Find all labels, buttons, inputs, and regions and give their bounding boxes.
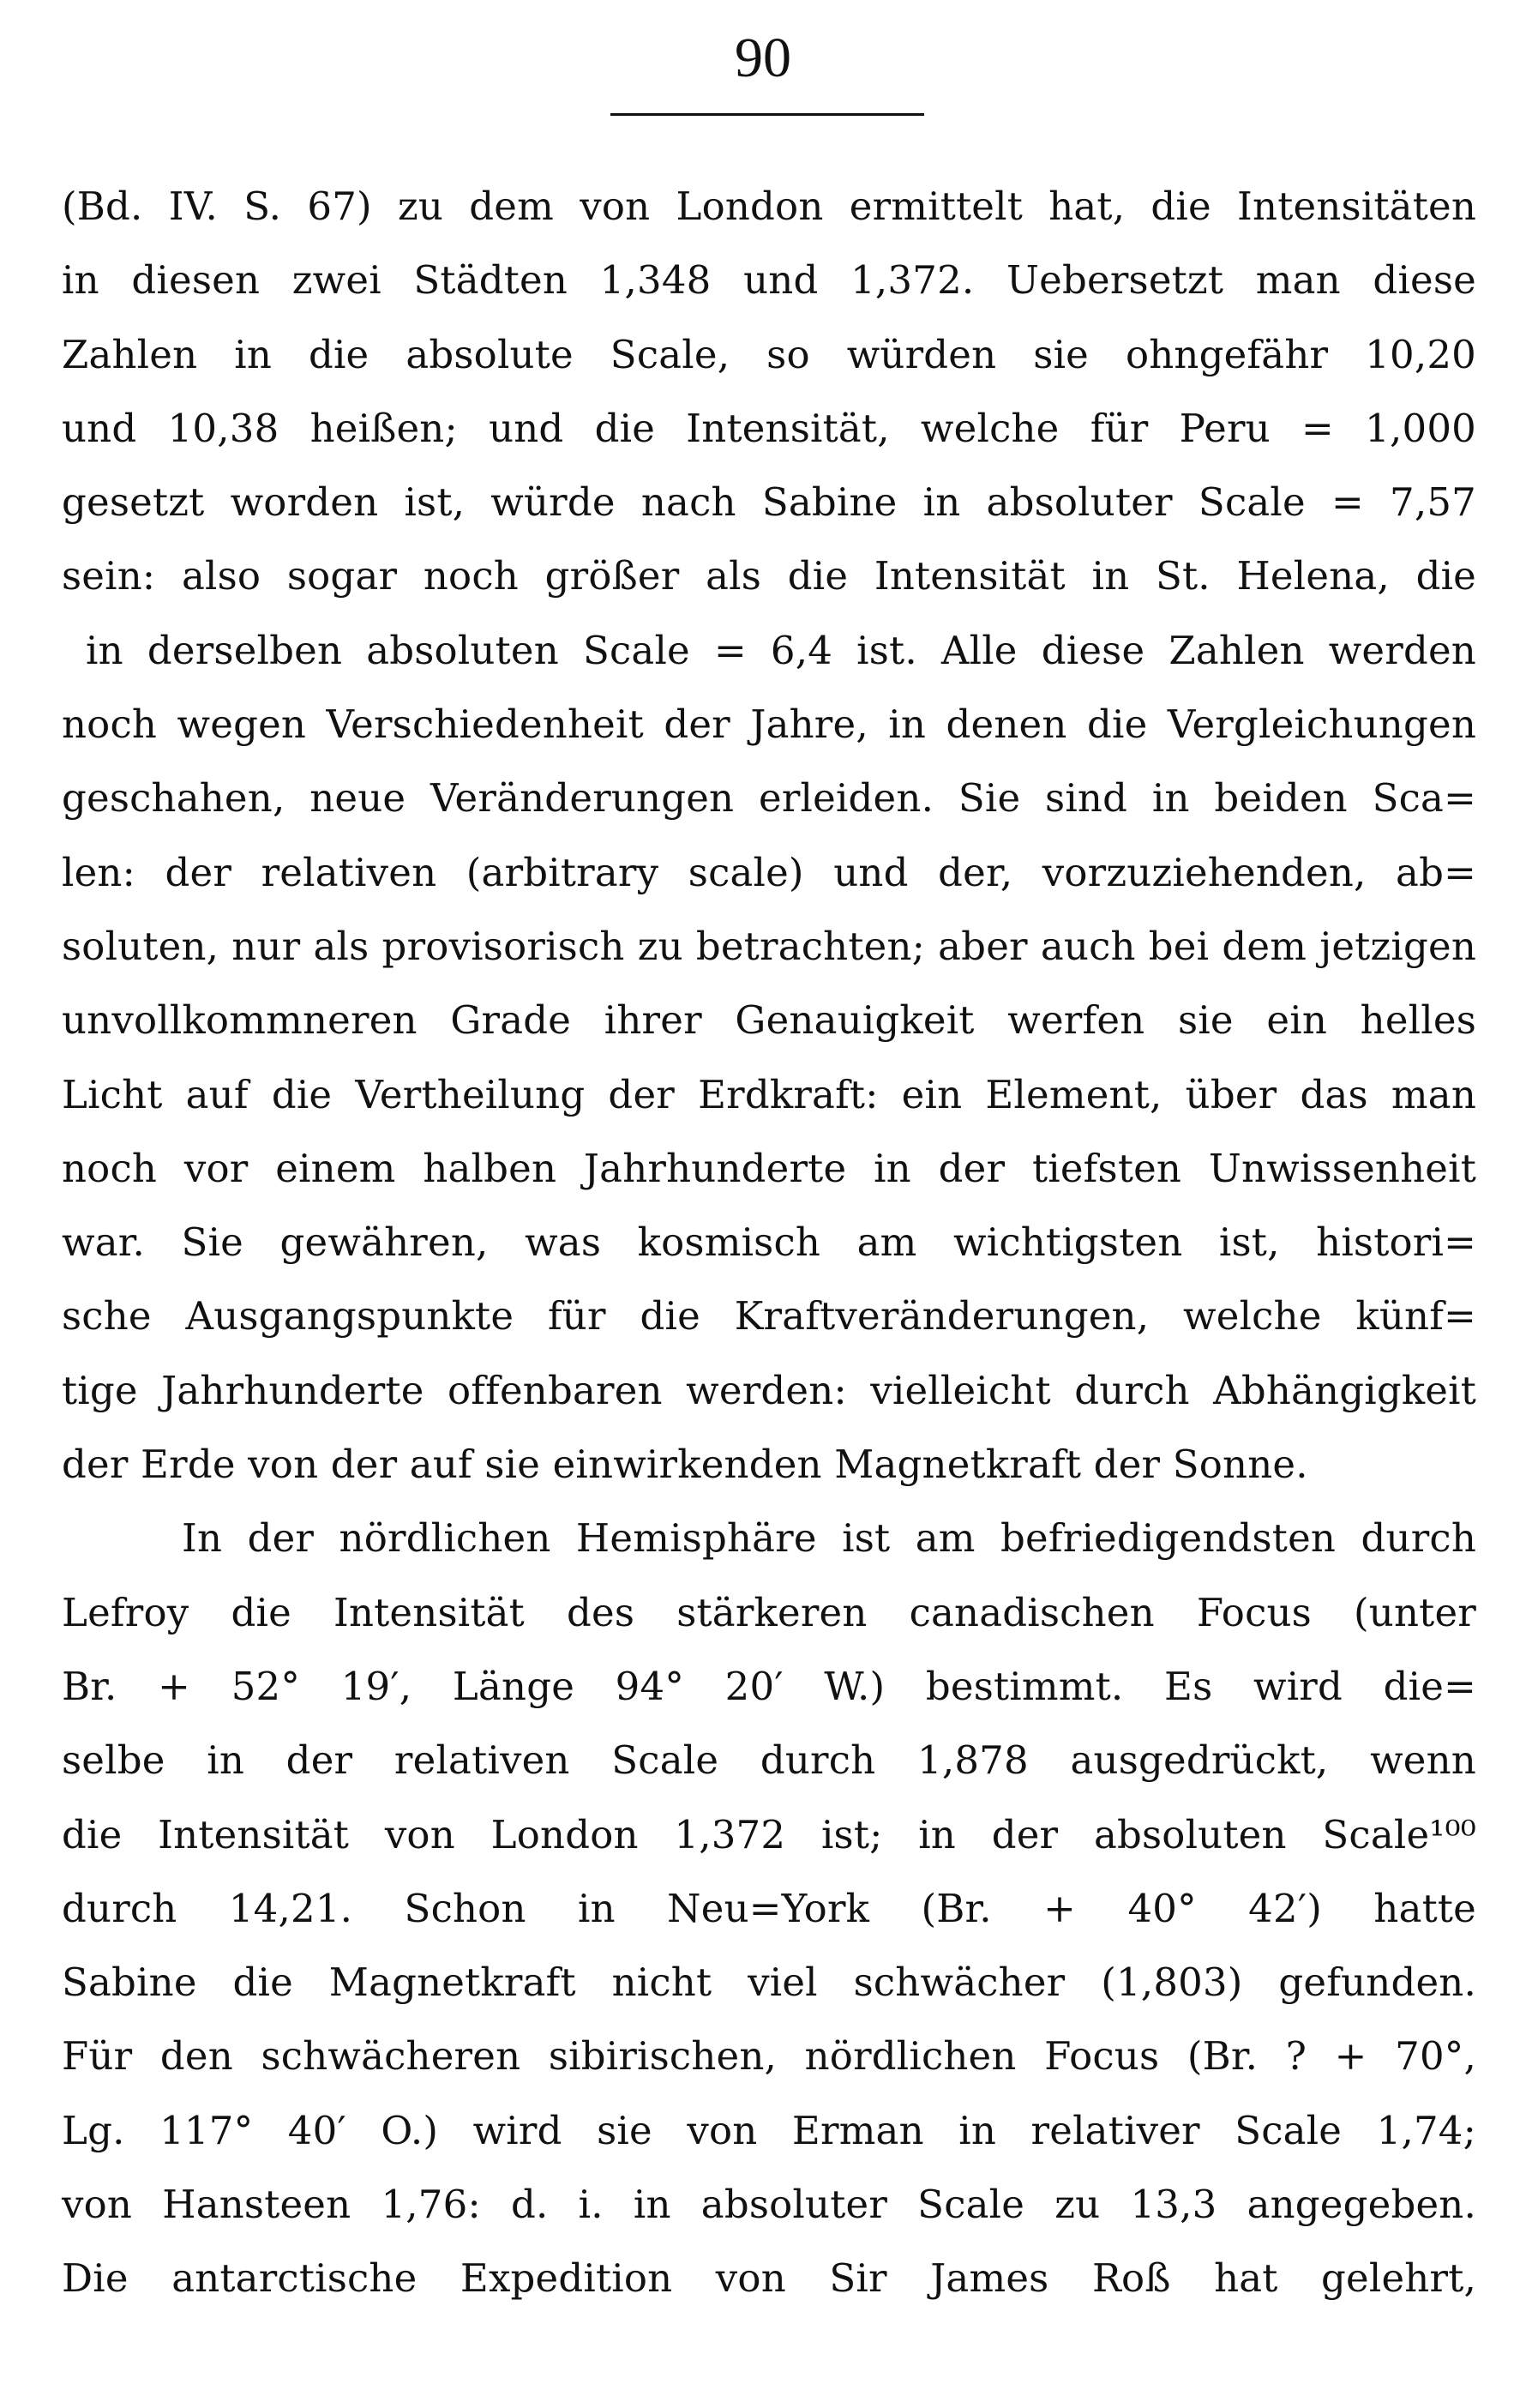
text-line: noch wegen Verschiedenheit der Jahre, in denen die Vergleichungen (62, 701, 1476, 748)
text-line: tige Jahrhunderte offenbaren werden: vielleicht durch Abhängigkeit (62, 1367, 1476, 1413)
text-line: in derselben absoluten Scale = 6,4 ist. Alle diese Zahlen werden (86, 627, 1476, 673)
text-line: Br. + 52° 19′, Länge 94° 20′ W.) bestimmt. Es wird die= (62, 1663, 1476, 1709)
text-line: und 10,38 heißen; und die Intensität, welche für Peru = 1,000 (62, 405, 1476, 451)
text-line: durch 14,21. Schon in Neu=York (Br. + 40° 42′) hatte (62, 1885, 1476, 1931)
text-line: gesetzt worden ist, würde nach Sabine in absoluter Scale = 7,57 (62, 479, 1476, 526)
text-line: unvollkommneren Grade ihrer Genauigkeit werfen sie ein helles (62, 997, 1476, 1044)
text-line: Zahlen in die absolute Scale, so würden sie ohngefähr 10,20 (62, 331, 1476, 377)
text-line: In der nördlichen Hemisphäre ist am befriedigendsten durch (182, 1515, 1476, 1562)
header-rule (610, 113, 924, 116)
text-line: in diesen zwei Städten 1,348 und 1,372. Uebersetzt man diese (62, 257, 1476, 304)
text-line: geschahen, neue Veränderungen erleiden. Sie sind in beiden Sca= (62, 775, 1476, 822)
text-line: war. Sie gewähren, was kosmisch am wichtigsten ist, histori= (62, 1219, 1476, 1266)
text-line: selbe in der relativen Scale durch 1,878 ausgedrückt, wenn (62, 1737, 1476, 1784)
text-line: der Erde von der auf sie einwirkenden Magnetkraft der Sonne. (62, 1442, 1308, 1488)
body-text (62, 170, 1476, 2316)
text-line: Licht auf die Vertheilung der Erdkraft: ein Element, über das man (62, 1071, 1476, 1117)
text-line: soluten, nur als provisorisch zu betrachten; aber auch bei dem jetzigen (62, 923, 1476, 969)
text-line: len: der relativen (arbitrary scale) und der, vorzuziehenden, ab= (62, 849, 1476, 895)
text-line: die Intensität von London 1,372 ist; in der absoluten Scale¹⁰⁰ (62, 1811, 1476, 1857)
text-line: sein: also sogar noch größer als die Intensität in St. Helena, die (62, 553, 1476, 599)
text-line: von Hansteen 1,76: d. i. in absoluter Scale zu 13,3 angegeben. (62, 2182, 1476, 2228)
text-line: Für den schwächeren sibirischen, nördlichen Focus (Br. ? + 70°, (62, 2033, 1476, 2080)
text-line: Lg. 117° 40′ O.) wird sie von Erman in relativer Scale 1,74; (62, 2107, 1476, 2153)
text-line: sche Ausgangspunkte für die Kraftveränderungen, welche künf= (62, 1293, 1476, 1339)
text-line: Lefroy die Intensität des stärkeren canadischen Focus (unter (62, 1589, 1476, 1635)
text-line: noch vor einem halben Jahrhunderte in der tiefsten Unwissenheit (62, 1145, 1476, 1191)
text-line: (Bd. IV. S. 67) zu dem von London ermittelt hat, die Intensitäten (62, 184, 1476, 229)
text-line: Sabine die Magnetkraft nicht viel schwächer (1,803) gefunden. (62, 1960, 1476, 2006)
page-number: 90 (735, 27, 791, 89)
text-line: Die antarctische Expedition von Sir James Roß hat gelehrt, (62, 2255, 1476, 2302)
